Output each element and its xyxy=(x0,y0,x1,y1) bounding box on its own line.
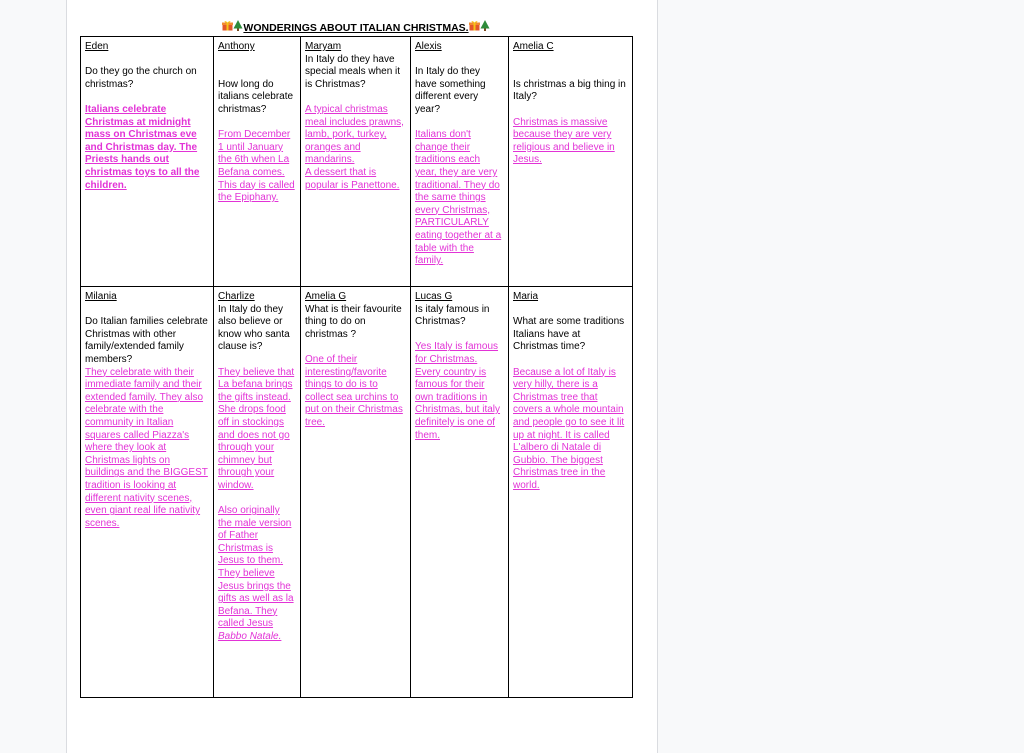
student-name: Alexis xyxy=(415,41,442,52)
student-name: Amelia C xyxy=(513,41,554,52)
question-text: Do Italian families celebrate Christmas with other family/extended family members? xyxy=(85,316,208,365)
student-name: Eden xyxy=(85,41,109,52)
title-text: WONDERINGS ABOUT ITALIAN CHRISTMAS. xyxy=(243,22,469,34)
student-name: Maria xyxy=(513,291,539,302)
question-text: Do they go the church on christmas? xyxy=(85,66,197,90)
document-title xyxy=(80,20,632,35)
table-cell[interactable] xyxy=(301,287,411,698)
answer-text: Christmas is massive because they are very religious and believe in Jesus. xyxy=(513,116,615,166)
student-name: Lucas G xyxy=(415,291,453,302)
table-cell[interactable] xyxy=(301,37,411,287)
student-name: Anthony xyxy=(218,41,255,52)
answer-text-italic: Babbo Natale. xyxy=(218,631,282,643)
table-cell[interactable] xyxy=(81,287,214,698)
student-name: Charlize xyxy=(218,291,255,302)
table-cell[interactable] xyxy=(411,37,509,287)
table-cell[interactable] xyxy=(411,287,509,698)
gift-icon xyxy=(222,20,233,35)
tree-icon xyxy=(480,20,490,35)
answer-text: Yes Italy is famous for Christmas. Every country is famous for their own traditions in Christmas, but italy definitely is one of them. xyxy=(415,341,501,441)
question-text: What are some traditions Italians have at Christmas time? xyxy=(513,316,625,353)
question-text: In Italy do they have something different every year? xyxy=(415,66,486,115)
answer-text: One of their interesting/favorite things to do is to collect sea urchins to put on their Christmas tree. xyxy=(305,353,403,428)
answer-text: Italians don't change their traditions each year, they are very traditional. They do the same things every Christmas, PARTICULARLY eating together at a table with the family. xyxy=(415,129,502,267)
table-cell[interactable] xyxy=(81,37,214,287)
wonderings-table xyxy=(80,36,633,698)
table-cell[interactable] xyxy=(214,287,301,698)
answer-text: From December 1 until January the 6th when La Befana comes. This day is called the Epiphany. xyxy=(218,129,295,204)
question-text: How long do italians celebrate christmas? xyxy=(218,78,294,115)
table-cell[interactable] xyxy=(509,37,633,287)
question-text: In Italy do they have special meals when it is Christmas? xyxy=(305,53,401,90)
question-text: In Italy do they also believe or know who santa clause is? xyxy=(218,303,290,353)
student-name: Maryam xyxy=(305,41,342,52)
student-name: Milania xyxy=(85,291,117,302)
question-text: Is italy famous in Christmas? xyxy=(415,303,490,328)
table-row xyxy=(81,37,633,287)
gift-icon xyxy=(469,20,480,35)
question-text: Is christmas a big thing in Italy? xyxy=(513,78,626,103)
answer-text: They celebrate with their immediate family and their extended family. They also celebrate with the community in Italian squares called Piazza's where they look at Christmas lights on buildings and the BIGGEST tradition is looking at different nativity scenes, even giant real life nativity scenes. xyxy=(85,366,208,529)
tree-icon xyxy=(233,20,243,35)
answer-text xyxy=(218,505,296,644)
answer-text: They believe that La befana brings the gifts instead. She drops food off in stockings and does not go through your chimney but through your window. xyxy=(218,366,295,491)
table-cell[interactable] xyxy=(214,37,301,287)
student-name: Amelia G xyxy=(305,291,347,302)
answer-text: A dessert that is popular is Panettone. xyxy=(305,166,400,191)
table-cell[interactable] xyxy=(509,287,633,698)
answer-text: A typical christmas meal includes prawns, lamb, pork, turkey, oranges and mandarins. xyxy=(305,103,404,166)
answer-text-part: Also originally the male version of Father Christmas is Jesus to them. They believe Jesus brings the gifts as well as la Befana. They called Jesus xyxy=(218,505,294,630)
answer-text: Italians celebrate Christmas at midnight mass on Christmas eve and Christmas day. The Priests hands out christmas toys to all the children. xyxy=(85,103,200,191)
answer-text: Because a lot of Italy is very hilly, there is a Christmas tree that covers a whole mountain and people go to see it lit up at night. It is called L'albero di Natale di Gubbio. The biggest Christmas tree in the world. xyxy=(513,366,625,491)
question-text: What is their favourite thing to do on christmas ? xyxy=(305,303,402,340)
table-row xyxy=(81,287,633,698)
